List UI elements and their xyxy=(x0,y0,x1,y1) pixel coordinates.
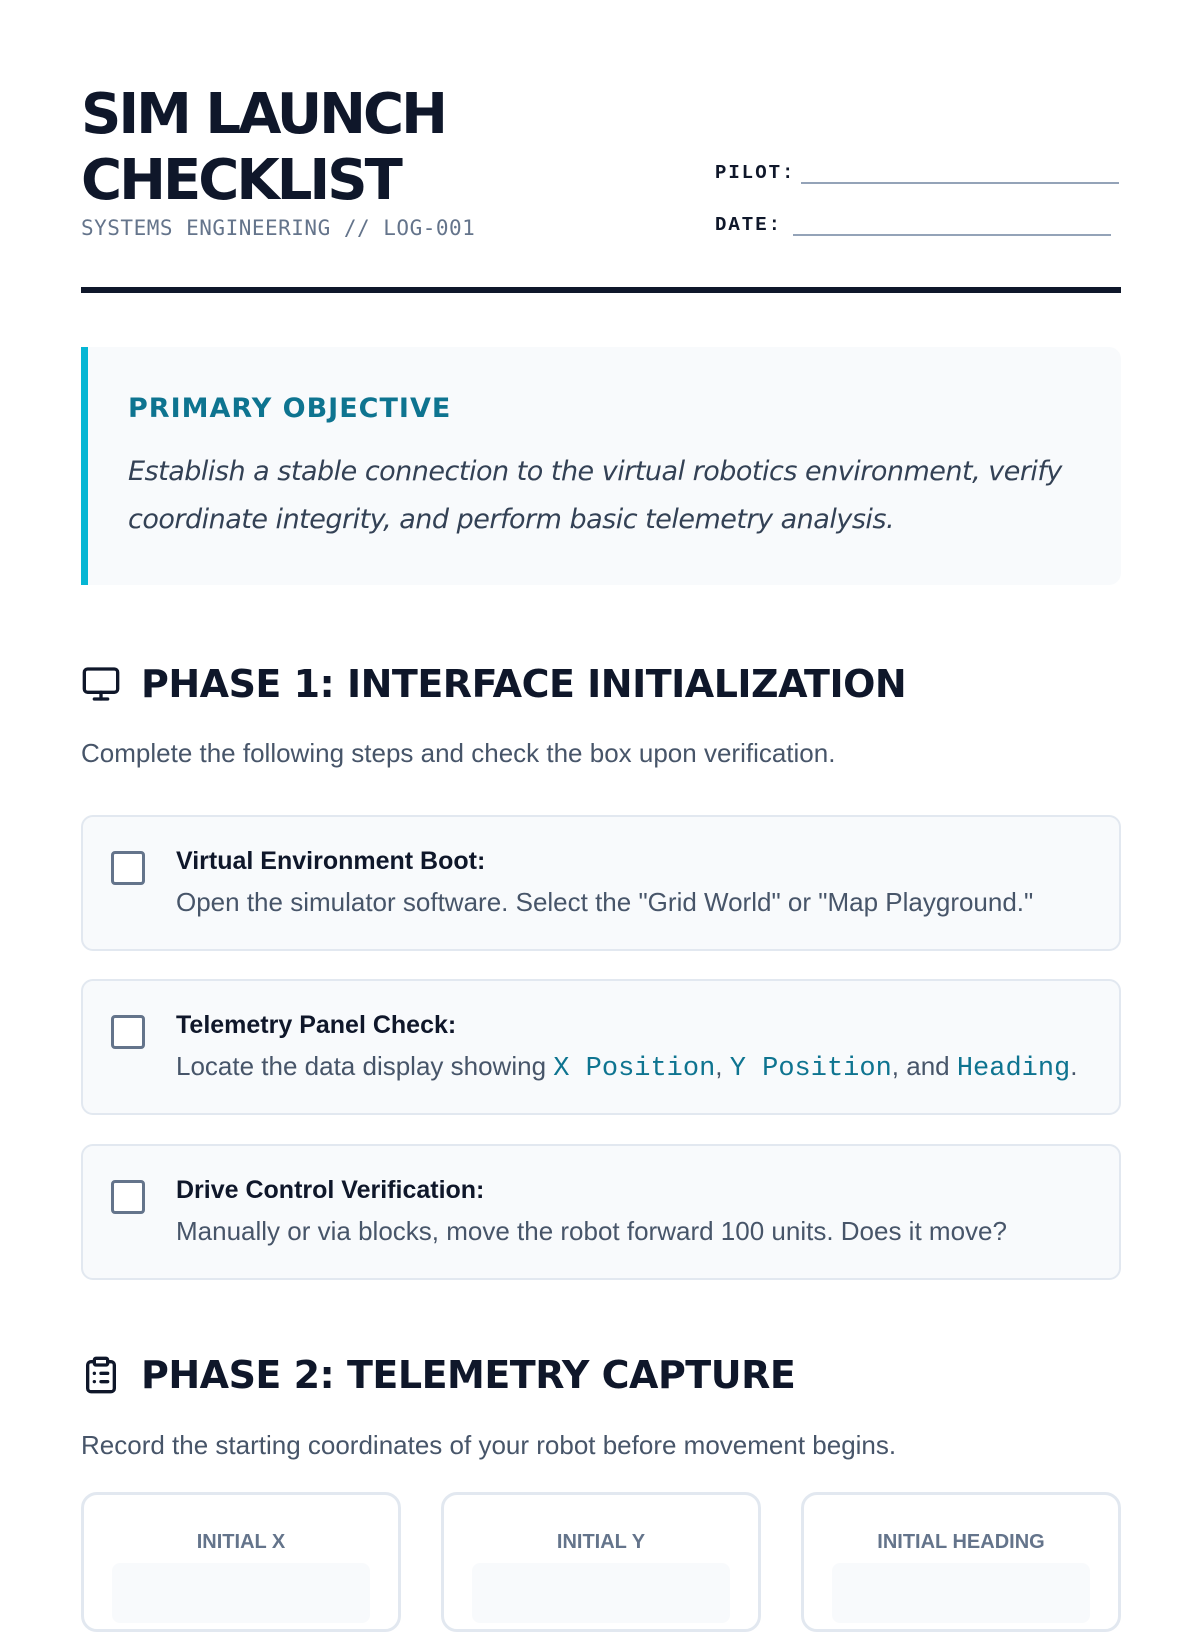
checkbox[interactable] xyxy=(111,1180,145,1214)
initial-y-label: INITIAL Y xyxy=(556,1531,646,1553)
date-label: DATE: xyxy=(715,214,783,236)
objective-text: Establish a stable connection to the virtual robotics environment, verify coordinate integrity, and perform basic telemetry analysis. xyxy=(128,456,1062,535)
page-title xyxy=(81,82,601,214)
desc-separator: , and xyxy=(891,1051,957,1081)
objective-heading: PRIMARY OBJECTIVE xyxy=(128,393,452,424)
phase-2-title-row xyxy=(81,1353,1121,1397)
initial-heading-input[interactable] xyxy=(832,1563,1090,1623)
pilot-label: PILOT: xyxy=(715,162,796,184)
pilot-field xyxy=(715,160,1119,184)
phase-2-header xyxy=(81,1353,1121,1397)
date-input-line[interactable] xyxy=(793,212,1111,236)
desc-suffix: . xyxy=(1070,1051,1078,1081)
checklist-item-description: Manually or via blocks, move the robot forward 100 units. Does it move? xyxy=(176,1216,1007,1246)
checkbox[interactable] xyxy=(111,851,145,885)
monitor-icon xyxy=(81,664,121,704)
title-line-1: SIM LAUNCH xyxy=(81,82,445,147)
phase-1-title: PHASE 1: INTERFACE INITIALIZATION xyxy=(141,662,907,706)
checklist-item-title: Virtual Environment Boot: xyxy=(176,847,486,875)
phase-2-title: PHASE 2: TELEMETRY CAPTURE xyxy=(141,1353,796,1397)
initial-heading-box xyxy=(801,1492,1121,1632)
title-line-2: CHECKLIST xyxy=(81,148,400,213)
checklist-item xyxy=(81,1144,1121,1280)
checklist-item-title: Telemetry Panel Check: xyxy=(176,1011,457,1039)
checklist-item-title: Drive Control Verification: xyxy=(176,1176,485,1204)
header-divider xyxy=(81,287,1121,293)
phase-1-header xyxy=(81,662,1121,706)
checklist-item xyxy=(81,815,1121,951)
desc-prefix: Locate the data display showing xyxy=(176,1051,554,1081)
page-subtitle: SYSTEMS ENGINEERING // LOG-001 xyxy=(81,216,476,240)
objective-callout xyxy=(81,347,1121,585)
initial-x-box xyxy=(81,1492,401,1632)
initial-x-label: INITIAL X xyxy=(196,1531,286,1553)
desc-separator: , xyxy=(715,1051,730,1081)
checklist-item-description: Open the simulator software. Select the "Grid World" or "Map Playground." xyxy=(176,887,1034,917)
date-field xyxy=(715,212,1111,236)
checklist-item-description xyxy=(176,1051,1078,1084)
initial-heading-label: INITIAL HEADING xyxy=(877,1531,1045,1553)
phase-1-description: Complete the following steps and check the box upon verification. xyxy=(81,738,836,768)
code-x-position: X Position xyxy=(553,1054,716,1084)
initial-y-box xyxy=(441,1492,761,1632)
pilot-input-line[interactable] xyxy=(801,160,1119,184)
code-heading: Heading xyxy=(956,1054,1071,1084)
checkbox[interactable] xyxy=(111,1015,145,1049)
initial-y-input[interactable] xyxy=(472,1563,730,1623)
checklist-item xyxy=(81,979,1121,1115)
phase-1-title-row xyxy=(81,662,1121,706)
clipboard-icon xyxy=(81,1355,121,1395)
checklist-page xyxy=(81,0,1121,1553)
initial-x-input[interactable] xyxy=(112,1563,370,1623)
code-y-position: Y Position xyxy=(729,1054,892,1084)
header xyxy=(81,0,1121,296)
phase-2-description: Record the starting coordinates of your robot before movement begins. xyxy=(81,1430,897,1460)
